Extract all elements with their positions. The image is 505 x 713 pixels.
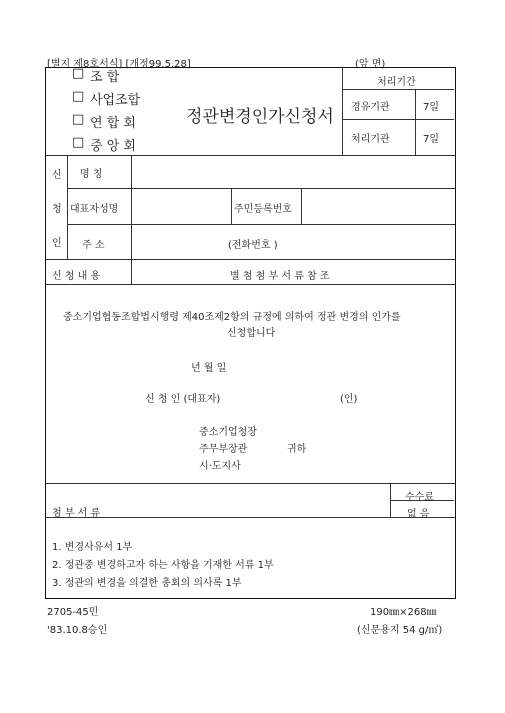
- footer-paper-type: (신문용지 54 g/㎡): [357, 625, 443, 636]
- processing-row-value: 7일: [423, 102, 440, 113]
- processing-period-heading: 처리기간: [377, 77, 416, 88]
- footer-form-code: 2705-45민: [47, 607, 99, 618]
- form-title: 정관변경인가신청서: [186, 107, 334, 127]
- processing-row-label: 처리기관: [351, 134, 390, 145]
- seal-mark: (인): [340, 394, 358, 405]
- option-label: 연 합 회: [90, 116, 136, 131]
- resident-number-label: 주민등록번호: [234, 204, 292, 215]
- option-label: 중 앙 회: [90, 139, 136, 154]
- recipient: 시·도지사: [199, 461, 241, 472]
- recipient: 중소기업청장: [199, 427, 257, 438]
- name-label: 명 칭: [80, 169, 103, 180]
- statement-text: 중소기업협동조합법시행령 제40조제2항의 규정에 의하여 정관 변경의 인가를: [63, 312, 401, 323]
- processing-row-label: 경유기관: [351, 102, 390, 113]
- applicant-line: 신 청 인 (대표자): [145, 394, 221, 405]
- phone-number-text: (전화번호 ): [228, 240, 278, 251]
- statement-text-cont: 신청합니다: [227, 328, 276, 339]
- footer-paper-size: 190㎜×268㎜: [370, 607, 437, 618]
- page-side-label: (앞 면): [355, 59, 386, 70]
- fee-value: 없 음: [407, 509, 430, 520]
- address-label: 주 소: [82, 240, 105, 251]
- fee-label: 수수료: [405, 492, 434, 503]
- representative-name-label: 대표자성명: [70, 204, 119, 215]
- date-line: 년 월 일: [191, 363, 227, 374]
- honorific: 귀하: [287, 444, 307, 455]
- checkbox-icon: □: [72, 135, 85, 150]
- option-label: 조 합: [90, 70, 120, 85]
- checkbox-icon: □: [72, 66, 85, 81]
- applicant-side-char: 청: [52, 204, 62, 215]
- attachment-item: 3. 정관의 변경을 의결한 총회의 의사록 1부: [52, 578, 242, 589]
- form-number: [별지 제8호서식] [개정99.5.28]: [47, 59, 191, 70]
- name-field[interactable]: [133, 157, 453, 187]
- application-content-value: 별 첨 첨 부 서 류 참 조: [230, 271, 330, 282]
- attachment-item: 1. 변경사유서 1부: [52, 542, 133, 553]
- applicant-side-char: 신: [52, 170, 62, 181]
- resident-number-field[interactable]: [303, 190, 453, 223]
- processing-row-value: 7일: [423, 134, 440, 145]
- address-field[interactable]: [133, 226, 453, 258]
- option-label: 사업조합: [90, 93, 141, 108]
- attachments-label: 첨 부 서 류: [52, 508, 101, 519]
- recipient: 주무부장관: [199, 444, 248, 455]
- applicant-side-char: 인: [52, 238, 62, 249]
- representative-name-field[interactable]: [133, 190, 229, 223]
- checkbox-icon: □: [72, 112, 85, 127]
- attachment-item: 2. 정관중 변경하고자 하는 사항을 기재한 서류 1부: [52, 560, 274, 571]
- footer-approval: '83.10.8승인: [47, 625, 108, 636]
- checkbox-icon: □: [72, 89, 85, 104]
- application-content-label: 신 청 내 용: [52, 271, 101, 282]
